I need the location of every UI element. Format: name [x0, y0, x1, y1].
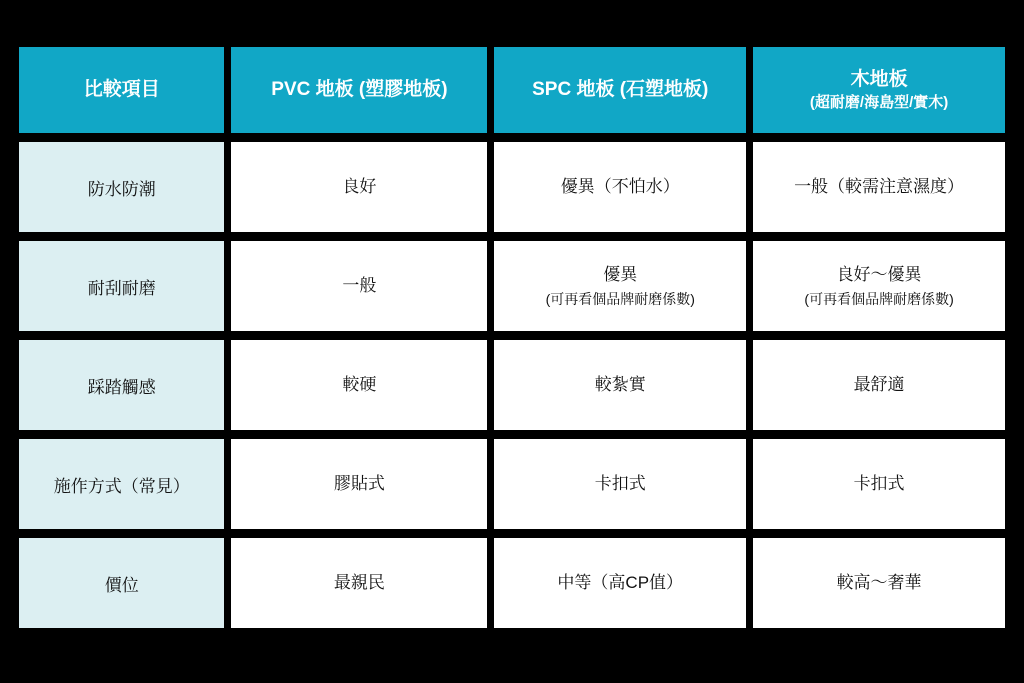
table-row	[19, 241, 1005, 331]
cell-value: 較高〜奢華	[836, 572, 922, 592]
cell-value: 一般	[342, 275, 377, 295]
cell-note: (可再看個品牌耐磨係數)	[804, 290, 954, 307]
row-label-installation: 施作方式（常見）	[19, 439, 224, 529]
table-row	[19, 142, 1005, 232]
table-row	[19, 538, 1005, 628]
row-label-underfoot-feel: 踩踏觸感	[19, 340, 224, 430]
row-label-price: 價位	[19, 538, 224, 628]
cell-value: 最舒適	[853, 374, 905, 394]
cell-feel-wood	[753, 340, 1005, 430]
column-header-label: SPC 地板 (石塑地板)	[532, 79, 709, 101]
cell-scratch-spc	[494, 241, 746, 331]
cell-value: 較硬	[342, 374, 377, 394]
cell-value: 良好〜優異	[836, 265, 922, 285]
cell-value: 最親民	[333, 572, 385, 592]
cell-value: 優異	[603, 265, 638, 285]
column-header-pvc	[231, 47, 487, 133]
cell-waterproof-spc	[494, 142, 746, 232]
column-header-sublabel: (超耐磨/海島型/實木)	[809, 93, 949, 111]
column-header-label: PVC 地板 (塑膠地板)	[271, 79, 448, 101]
column-header-label: 比較項目	[83, 79, 160, 101]
cell-value: 卡扣式	[594, 473, 646, 493]
column-header-criteria	[19, 47, 224, 133]
row-label-scratch-resistance: 耐刮耐磨	[19, 241, 224, 331]
cell-value: 較紮實	[594, 374, 646, 394]
column-header-spc	[494, 47, 746, 133]
cell-scratch-pvc	[231, 241, 487, 331]
cell-value: 良好	[342, 176, 377, 196]
column-header-wood	[753, 47, 1005, 133]
cell-installation-pvc	[231, 439, 487, 529]
cell-feel-pvc	[231, 340, 487, 430]
table-row	[19, 439, 1005, 529]
cell-installation-wood	[753, 439, 1005, 529]
cell-value: 卡扣式	[853, 473, 905, 493]
cell-price-wood	[753, 538, 1005, 628]
cell-value: 優異（不怕水）	[560, 176, 680, 196]
cell-note: (可再看個品牌耐磨係數)	[545, 290, 695, 307]
cell-scratch-wood	[753, 241, 1005, 331]
cell-value: 中等（高CP值）	[557, 572, 684, 592]
cell-installation-spc	[494, 439, 746, 529]
table-row	[19, 340, 1005, 430]
column-header-label: 木地板	[850, 68, 908, 90]
cell-price-pvc	[231, 538, 487, 628]
row-label-waterproof: 防水防潮	[19, 142, 224, 232]
cell-feel-spc	[494, 340, 746, 430]
cell-waterproof-pvc	[231, 142, 487, 232]
cell-waterproof-wood	[753, 142, 1005, 232]
table-header-row	[19, 47, 1005, 133]
cell-price-spc	[494, 538, 746, 628]
flooring-comparison-table	[12, 38, 1012, 637]
cell-value: 膠貼式	[333, 473, 385, 493]
cell-value: 一般（較需注意濕度）	[794, 176, 965, 196]
comparison-table-container	[12, 38, 1012, 637]
